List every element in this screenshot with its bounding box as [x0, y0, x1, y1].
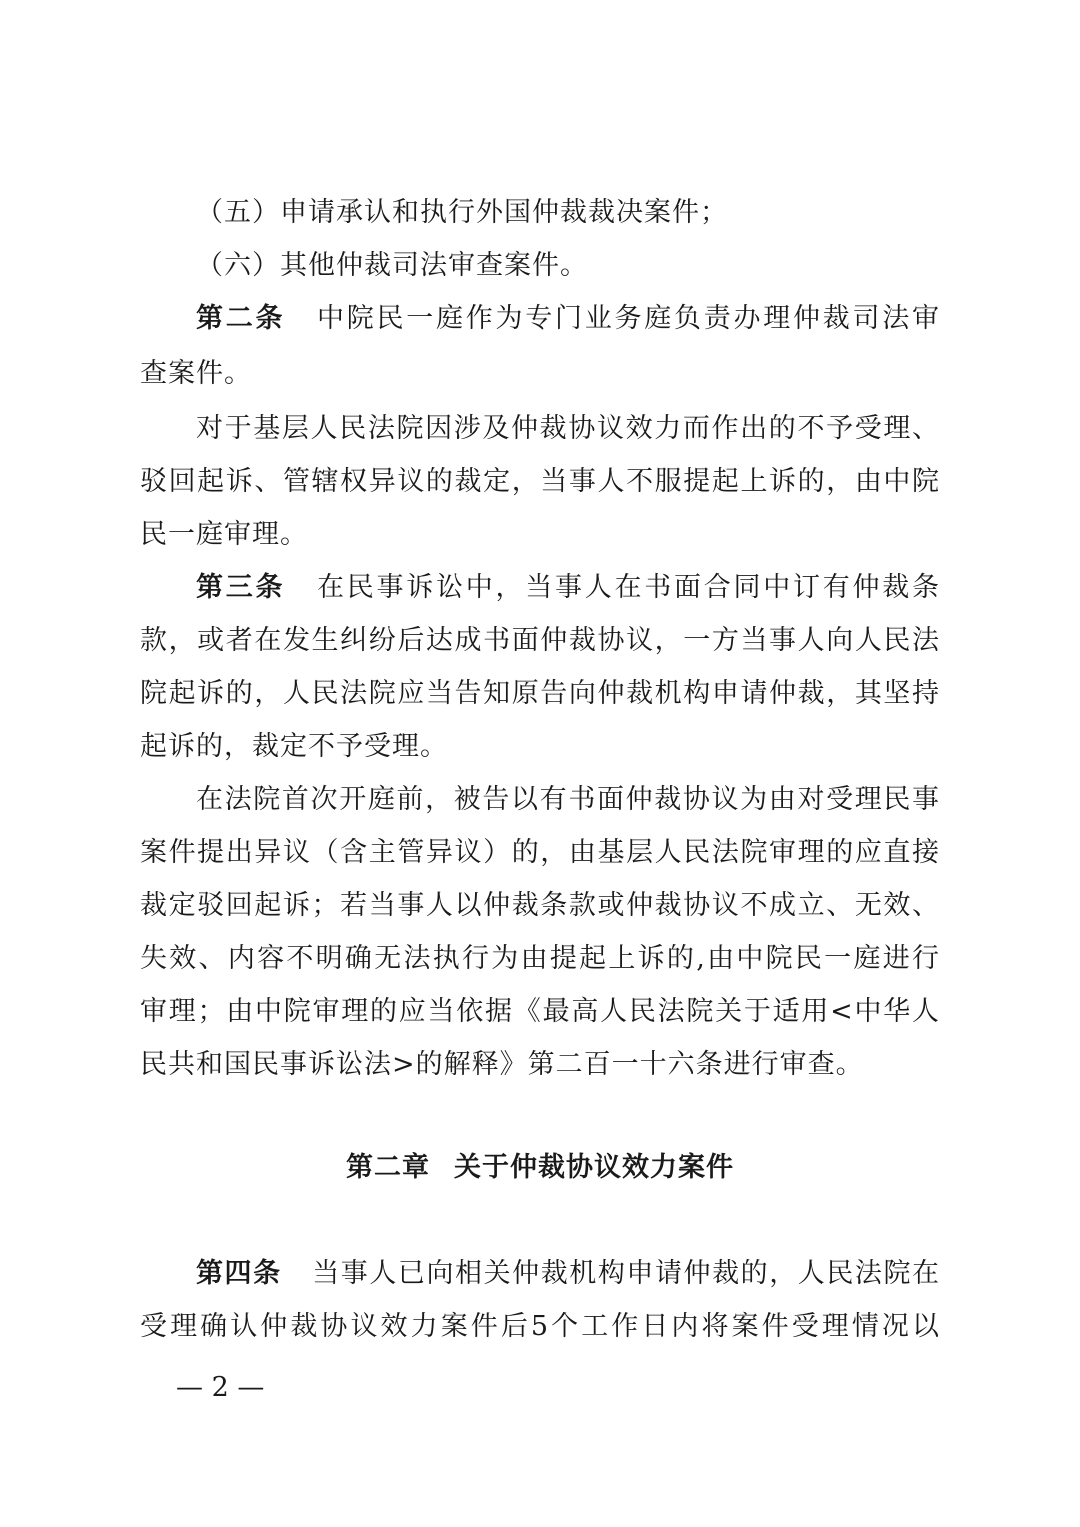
- article-2-line-1: [196, 299, 940, 339]
- paragraph-first-hearing-line-6: [140, 1045, 940, 1085]
- chapter-number: 第二章: [346, 1152, 430, 1183]
- article-4-line-2: [140, 1307, 940, 1347]
- article-3-text-1: 在民事诉讼中，当事人在书面合同中订有仲裁条: [315, 572, 940, 603]
- article-2-text-2: 查案件。: [140, 358, 252, 389]
- paragraph-first-hearing-text-6: 民共和国民事诉讼法>的解释》第二百一十六条进行审查。: [140, 1049, 864, 1080]
- paragraph-basic-court-line-2: [140, 462, 940, 502]
- paragraph-basic-court-line-3: [140, 515, 940, 555]
- article-3-line-2: [140, 621, 940, 661]
- article-4-text-2: 受理确认仲裁协议效力案件后5个工作日内将案件受理情况以: [140, 1311, 940, 1342]
- paragraph-basic-court-text-2: 驳回起诉、管辖权异议的裁定，当事人不服提起上诉的，由中院: [140, 466, 940, 497]
- paragraph-basic-court-text-1: 对于基层人民法院因涉及仲裁协议效力而作出的不予受理、: [196, 413, 940, 444]
- paragraph-first-hearing-line-2: [140, 833, 940, 873]
- article-2-line-2: [140, 354, 940, 394]
- article-4-line-1: [196, 1254, 940, 1294]
- paragraph-first-hearing-text-4: 失效、内容不明确无法执行为由提起上诉的,由中院民一庭进行: [140, 943, 940, 974]
- paragraph-basic-court-text-3: 民一庭审理。: [140, 519, 308, 550]
- paragraph-first-hearing-line-1: [196, 780, 940, 820]
- article-3-text-4: 起诉的，裁定不予受理。: [140, 731, 448, 762]
- chapter-title: 关于仲裁协议效力案件: [454, 1152, 734, 1183]
- article-3-text-3: 院起诉的，人民法院应当告知原告向仲裁机构申请仲裁，其坚持: [140, 678, 940, 709]
- paragraph-first-hearing-text-3: 裁定驳回起诉；若当事人以仲裁条款或仲裁协议不成立、无效、: [140, 890, 940, 921]
- paragraph-first-hearing-text-5: 审理；由中院审理的应当依据《最高人民法院关于适用<中华人: [140, 996, 940, 1027]
- paragraph-first-hearing-text-1: 在法院首次开庭前，被告以有书面仲裁协议为由对受理民事: [196, 784, 940, 815]
- article-3-line-1: [196, 568, 940, 608]
- paragraph-first-hearing-line-5: [140, 992, 940, 1032]
- page-number: — 2 —: [176, 1372, 265, 1403]
- list-item-6: [196, 246, 940, 286]
- paragraph-basic-court-line-1: [196, 409, 940, 449]
- article-2-label: 第二条: [196, 303, 286, 334]
- paragraph-first-hearing-text-2: 案件提出异议（含主管异议）的，由基层人民法院审理的应直接: [140, 837, 940, 868]
- paragraph-first-hearing-line-4: [140, 939, 940, 979]
- article-4-label: 第四条: [196, 1258, 282, 1289]
- article-3-line-3: [140, 674, 940, 714]
- article-3-text-2: 款，或者在发生纠纷后达成书面仲裁协议，一方当事人向人民法: [140, 625, 940, 656]
- list-item-6-text: （六）其他仲裁司法审查案件。: [196, 250, 588, 281]
- list-item-5-text: （五）申请承认和执行外国仲裁裁决案件；: [196, 197, 728, 228]
- article-2-text-1: 中院民一庭作为专门业务庭负责办理仲裁司法审: [315, 303, 940, 334]
- article-4-text-1: 当事人已向相关仲裁机构申请仲裁的，人民法院在: [311, 1258, 941, 1289]
- list-item-5: [196, 193, 940, 233]
- chapter-heading: [0, 1148, 1080, 1188]
- article-3-label: 第三条: [196, 572, 286, 603]
- article-3-line-4: [140, 727, 940, 767]
- paragraph-first-hearing-line-3: [140, 886, 940, 926]
